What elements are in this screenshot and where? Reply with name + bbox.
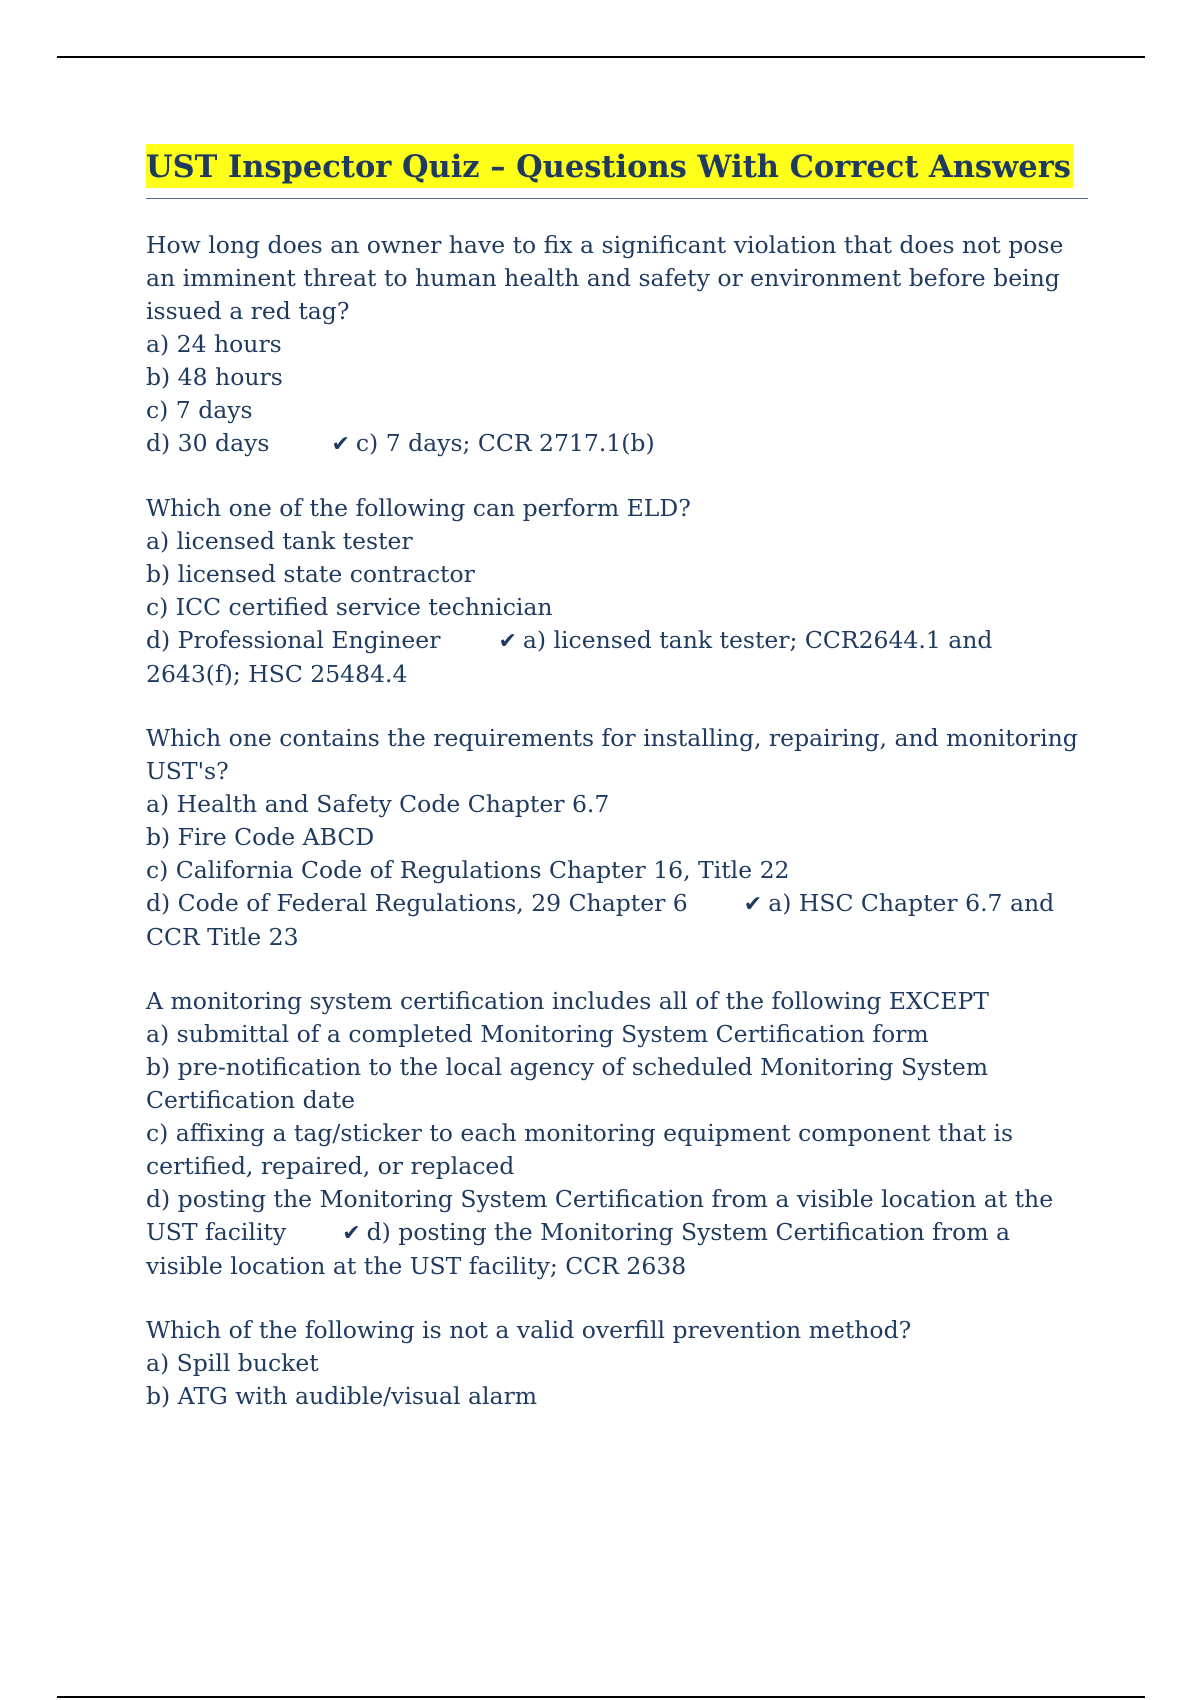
correct-answer-continued: visible location at the UST facility; CCR 2638 xyxy=(146,1252,687,1280)
check-mark-icon: ✔ xyxy=(331,432,350,457)
option-d: d) 30 days xyxy=(146,429,270,457)
correct-answer-continued: 2643(f); HSC 25484.4 xyxy=(146,660,408,688)
option-c: c) affixing a tag/sticker to each monitoring equipment component that is xyxy=(146,1119,1014,1147)
option-b: b) 48 hours xyxy=(146,363,283,391)
question-2 xyxy=(146,492,1088,691)
question-text-line: UST's? xyxy=(146,757,229,785)
check-mark-icon: ✔ xyxy=(498,629,517,654)
option-d: d) posting the Monitoring System Certification from a visible location at the xyxy=(146,1185,1054,1213)
question-4 xyxy=(146,985,1088,1283)
option-c: c) 7 days xyxy=(146,396,253,424)
option-a: a) licensed tank tester xyxy=(146,527,413,555)
question-text-line: issued a red tag? xyxy=(146,297,350,325)
option-d-with-answer xyxy=(146,624,1088,658)
question-text-line: Which one contains the requirements for installing, repairing, and monitoring xyxy=(146,724,1078,752)
correct-answer: a) licensed tank tester; CCR2644.1 and xyxy=(522,626,993,654)
option-b: b) Fire Code ABCD xyxy=(146,823,375,851)
title-underline xyxy=(146,144,1088,199)
option-a: a) Spill bucket xyxy=(146,1349,319,1377)
option-b: b) ATG with audible/visual alarm xyxy=(146,1382,538,1410)
page-title: UST Inspector Quiz – Questions With Correct Answers xyxy=(146,144,1073,188)
option-d: d) Professional Engineer xyxy=(146,626,441,654)
option-b: b) licensed state contractor xyxy=(146,560,475,588)
option-d-with-answer xyxy=(146,427,1088,461)
bottom-rule xyxy=(57,1696,1145,1698)
option-d-with-answer xyxy=(146,887,1088,921)
question-text-line: Which one of the following can perform ELD? xyxy=(146,494,691,522)
question-text-line: A monitoring system certification includes all of the following EXCEPT xyxy=(146,987,989,1015)
document-body xyxy=(146,144,1088,1444)
option-d-continued: UST facility xyxy=(146,1218,287,1246)
question-text-line: How long does an owner have to fix a significant violation that does not pose xyxy=(146,231,1064,259)
check-mark-icon: ✔ xyxy=(342,1221,361,1246)
question-text-line: Which of the following is not a valid overfill prevention method? xyxy=(146,1316,912,1344)
question-text-line: an imminent threat to human health and safety or environment before being xyxy=(146,264,1060,292)
question-5 xyxy=(146,1314,1088,1413)
correct-answer: d) posting the Monitoring System Certification from a xyxy=(366,1218,1010,1246)
top-rule xyxy=(57,56,1145,58)
question-3 xyxy=(146,722,1088,954)
option-a: a) Health and Safety Code Chapter 6.7 xyxy=(146,790,610,818)
correct-answer: c) 7 days; CCR 2717.1(b) xyxy=(355,429,655,457)
option-c: c) California Code of Regulations Chapter 16, Title 22 xyxy=(146,856,790,884)
option-a: a) 24 hours xyxy=(146,330,282,358)
check-mark-icon: ✔ xyxy=(743,892,763,917)
option-c-continued: certified, repaired, or replaced xyxy=(146,1152,515,1180)
question-1 xyxy=(146,229,1088,461)
option-a: a) submittal of a completed Monitoring System Certification form xyxy=(146,1020,929,1048)
option-c: c) ICC certified service technician xyxy=(146,593,553,621)
option-b: b) pre-notification to the local agency of scheduled Monitoring System xyxy=(146,1053,989,1081)
correct-answer-continued: CCR Title 23 xyxy=(146,923,299,951)
option-d-with-answer xyxy=(146,1216,1088,1250)
option-b-continued: Certification date xyxy=(146,1086,356,1114)
correct-answer: a) HSC Chapter 6.7 and xyxy=(768,889,1055,917)
option-d: d) Code of Federal Regulations, 29 Chapter 6 xyxy=(146,889,688,917)
